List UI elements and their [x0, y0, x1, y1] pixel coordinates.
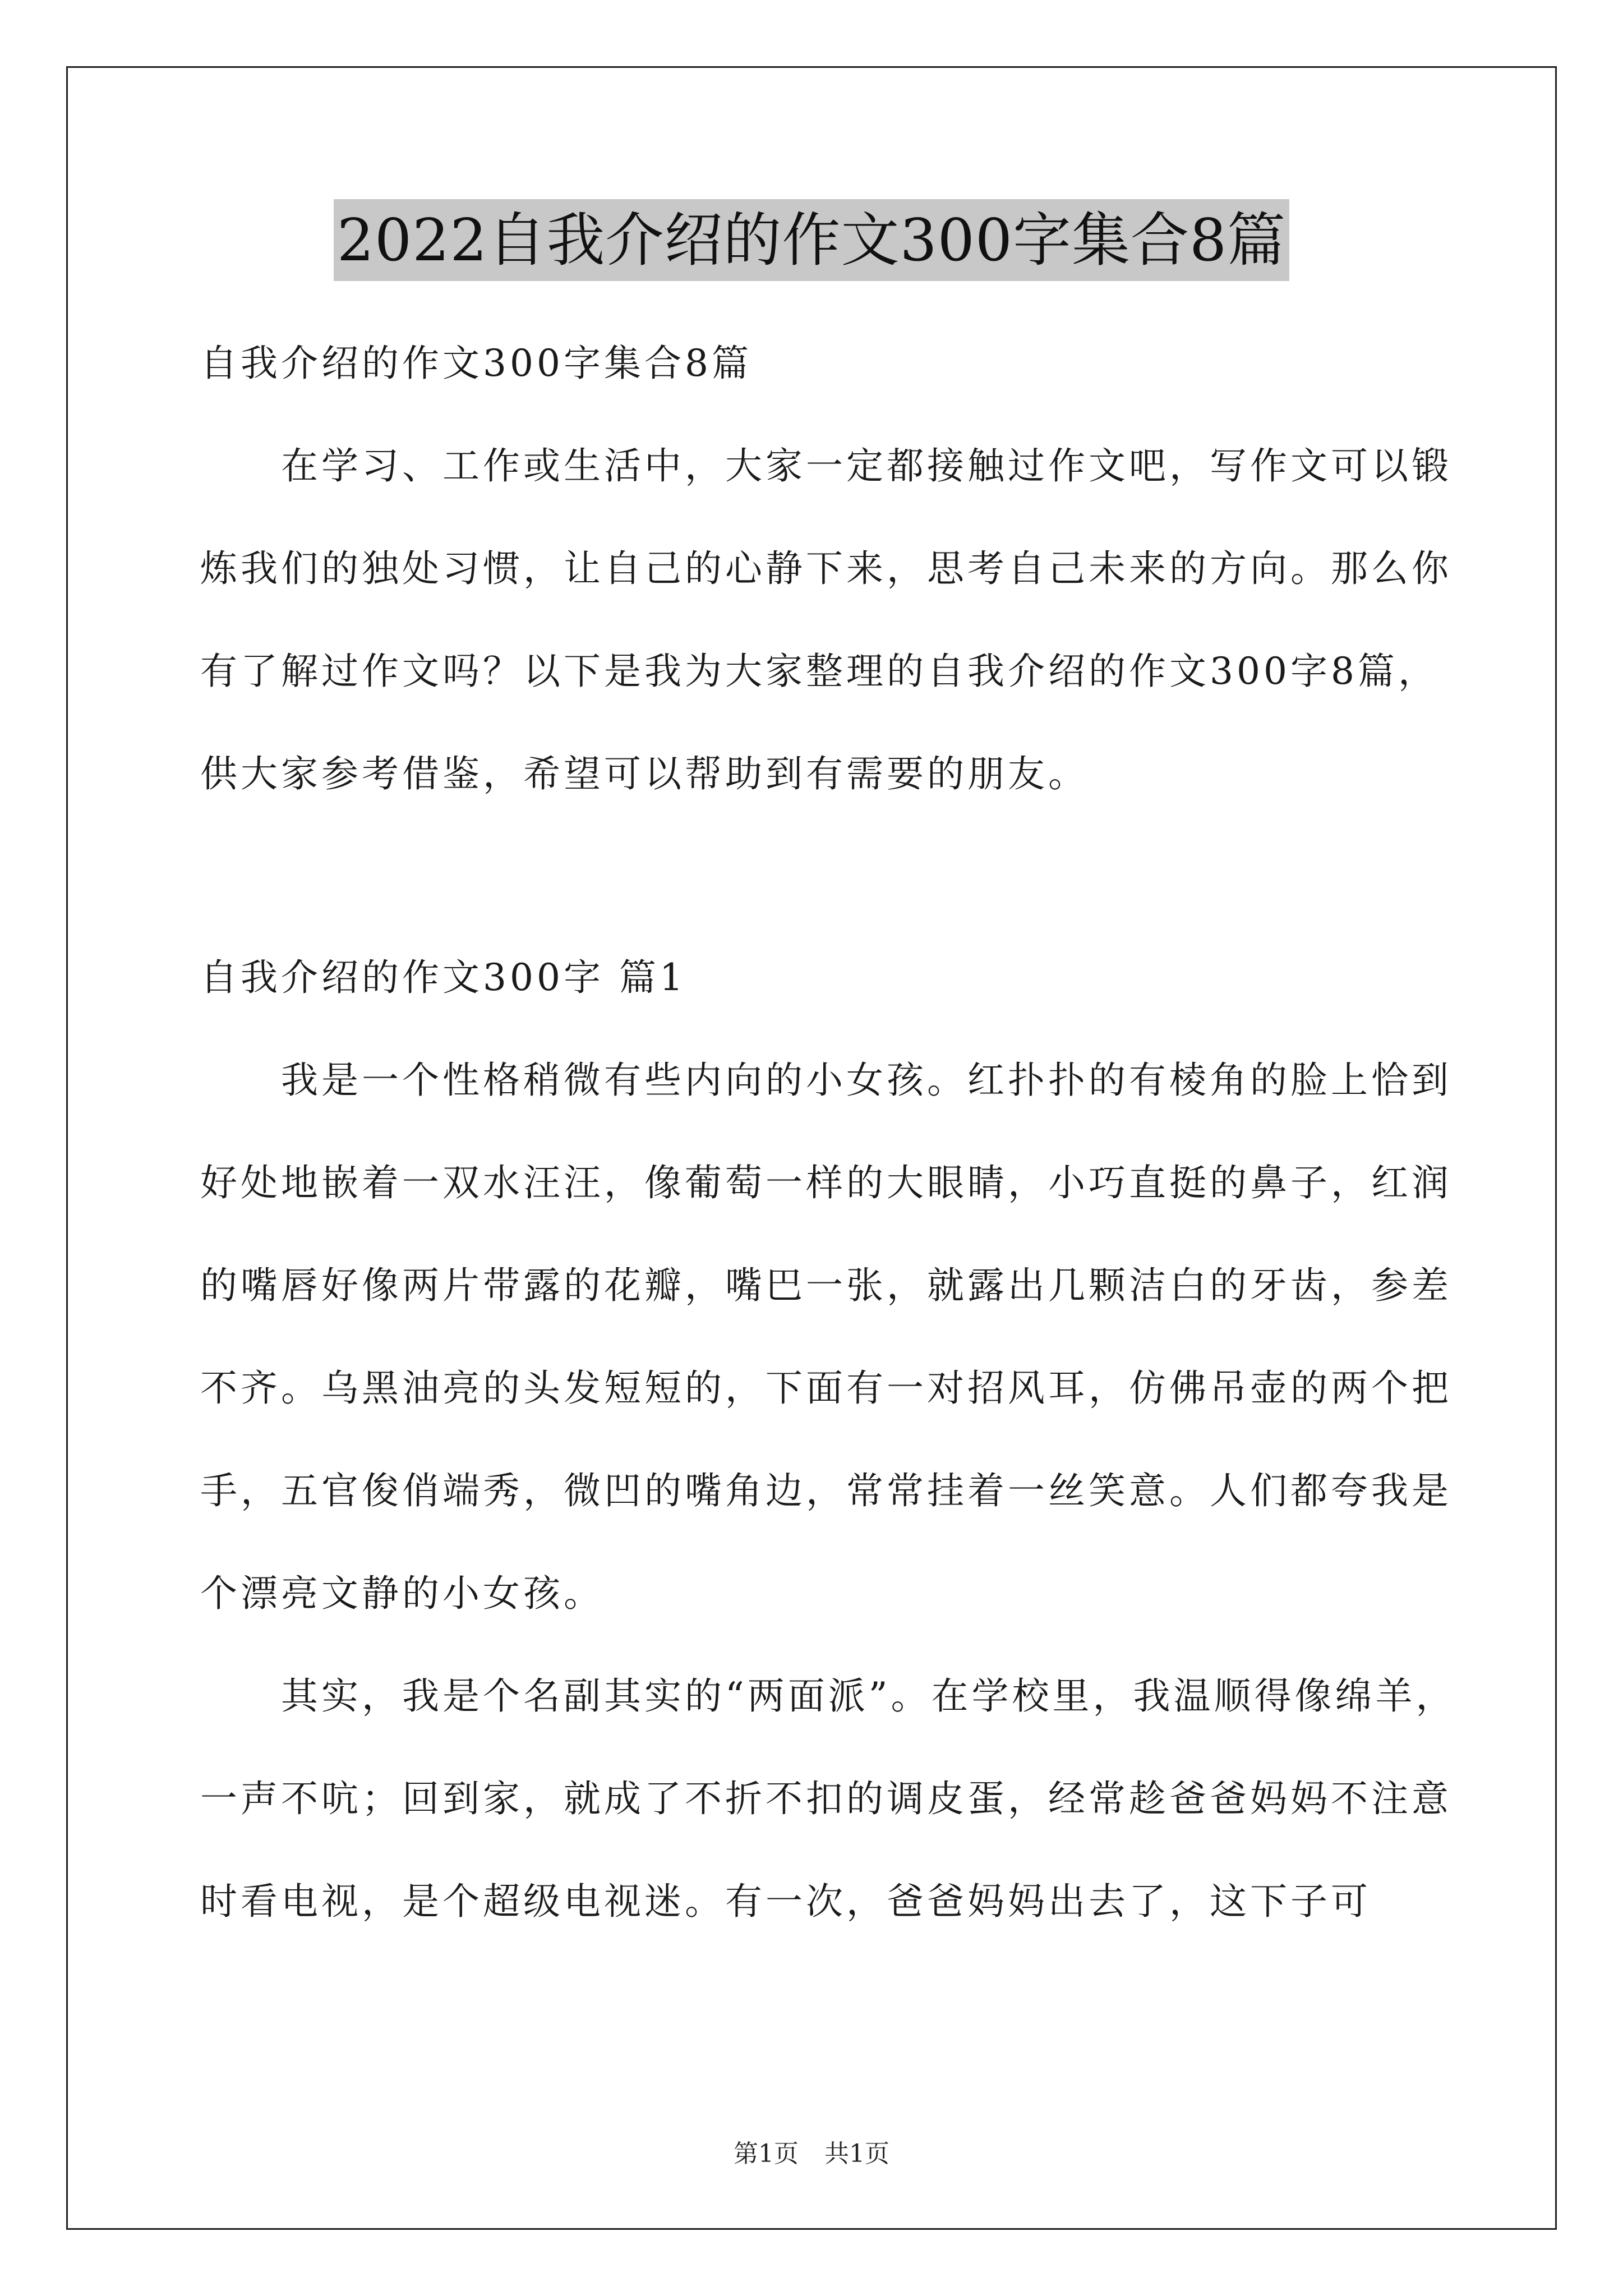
- document-body: [200, 312, 1462, 1953]
- section-spacer: [200, 825, 1462, 926]
- page-number-current: 第1页: [734, 2139, 799, 2168]
- title-container: [0, 199, 1623, 281]
- section-heading: 自我介绍的作文300字 篇1: [200, 956, 686, 999]
- document-subtitle: 自我介绍的作文300字集合8篇: [200, 342, 752, 385]
- body-paragraph-1: 我是一个性格稍微有些内向的小女孩。红扑扑的有棱角的脸上恰到好处地嵌着一双水汪汪，像葡萄一样的大眼睛，小巧直挺的鼻子，红润的嘴唇好像两片带露的花瓣，嘴巴一张，就露出几颗洁白的牙齿，参差不齐。乌黑油亮的头发短短的，下面有一对招风耳，仿佛吊壶的两个把手，五官俊俏端秀，微凹的嘴角边，常常挂着一丝笑意。人们都夸我是个漂亮文静的小女孩。: [200, 1059, 1452, 1615]
- page-footer: [0, 2138, 1623, 2170]
- page-number-total: 共1页: [824, 2139, 889, 2168]
- intro-paragraph: 在学习、工作或生活中，大家一定都接触过作文吧，写作文可以锻炼我们的独处习惯，让自己的心静下来，思考自己未来的方向。那么你有了解过作文吗？以下是我为大家整理的自我介绍的作文300字8篇，供大家参考借鉴，希望可以帮助到有需要的朋友。: [200, 444, 1452, 795]
- document-title: 2022自我介绍的作文300字集合8篇: [334, 199, 1289, 281]
- body-paragraph-2: 其实，我是个名副其实的“两面派”。在学校里，我温顺得像绵羊，一声不吭；回到家，就成了不折不扣的调皮蛋，经常趁爸爸妈妈不注意时看电视，是个超级电视迷。有一次，爸爸妈妈出去了，这下子可: [200, 1674, 1456, 1923]
